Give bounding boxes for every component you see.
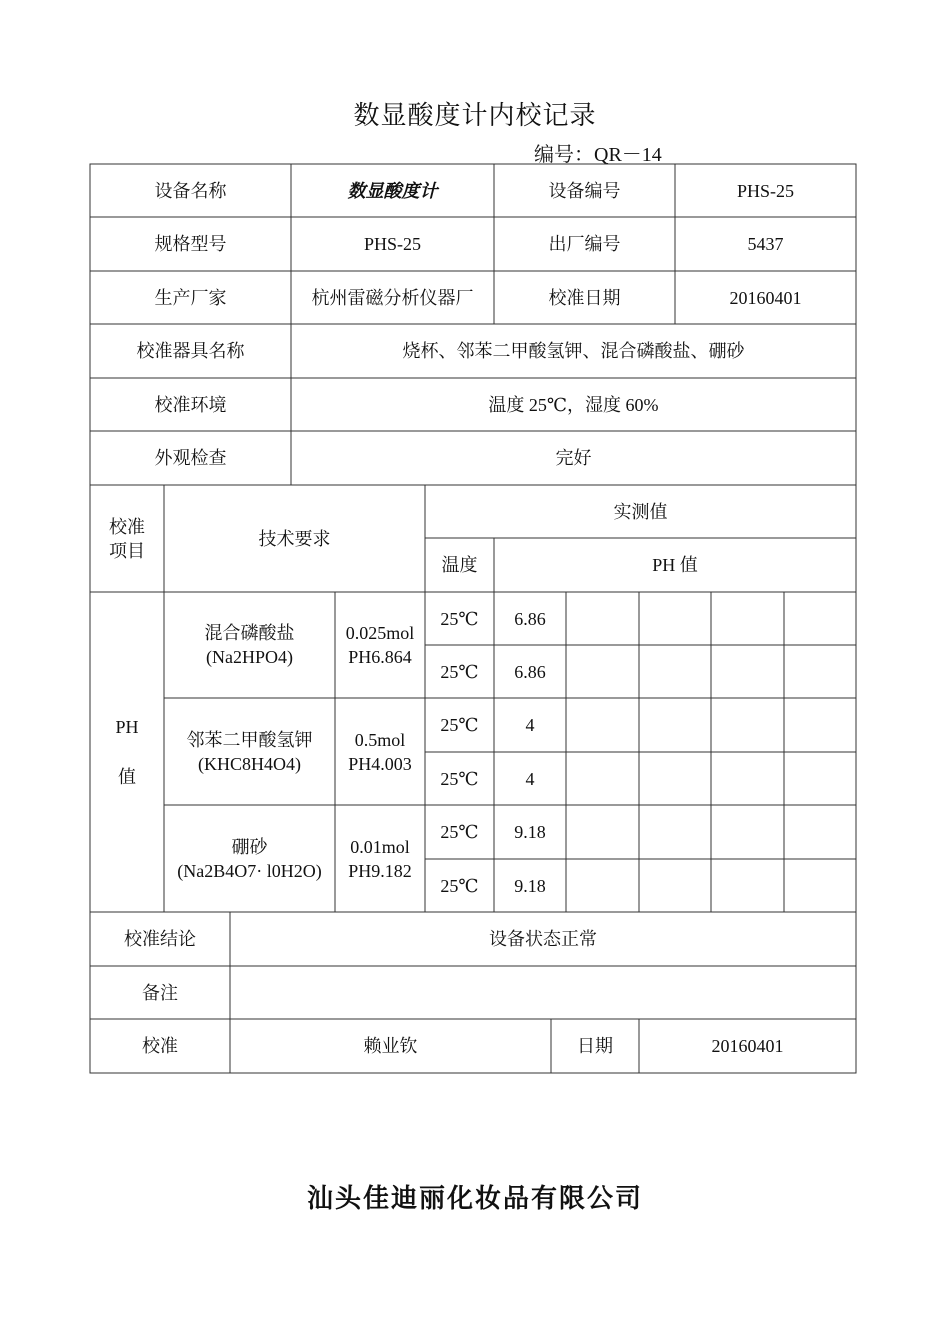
group-name [164, 698, 335, 805]
ph-value-header: PH 值 [652, 555, 698, 575]
group-spec-line1: 0.01mol [350, 836, 410, 857]
cal-date-value: 20160401 [729, 287, 802, 308]
row-temp: 25℃ [440, 822, 479, 842]
group-spec-line2: PH4.003 [348, 753, 412, 774]
date-label: 日期 [577, 1036, 613, 1056]
maker-value: 杭州雷磁分析仪器厂 [311, 287, 474, 308]
conclusion-label: 校准结论 [124, 929, 196, 949]
ph-side-label-line1: PH [115, 717, 139, 737]
company-name: 汕头佳迪丽化妆品有限公司 [306, 1184, 643, 1214]
remark-label: 备注 [142, 982, 178, 1003]
device-name-label: 设备名称 [154, 180, 227, 201]
ph-side-label-line2: 值 [118, 767, 136, 787]
group-spec [335, 805, 425, 912]
group-spec-line2: PH9.182 [348, 860, 412, 881]
group-spec [335, 592, 425, 698]
calibrator-value: 赖业钦 [363, 1036, 418, 1056]
group-name-line1: 邻苯二甲酸氢钾 [186, 729, 313, 750]
row-ph-value: 4 [525, 768, 535, 789]
group-name-line2: (Na2HPO4) [206, 647, 293, 667]
group-name-line2: (Na2B4O7· l0H2O) [177, 860, 322, 881]
group-name-line1: 混合磷酸盐 [204, 623, 295, 643]
env-value: 温度 25℃，湿度 60% [488, 394, 659, 415]
group-spec-line1: 0.025mol [345, 623, 415, 643]
row-ph-value: 9.18 [514, 822, 546, 842]
serial-value: 5437 [747, 234, 784, 254]
device-no-label: 设备编号 [548, 180, 621, 201]
row-temp: 25℃ [440, 715, 479, 735]
group-name [164, 592, 335, 698]
measured-header: 实测值 [613, 501, 668, 522]
conclusion-value: 设备状态正常 [489, 929, 597, 949]
maker-label: 生产厂家 [154, 287, 227, 308]
tech-req-header: 技术要求 [258, 528, 331, 549]
document-number: 编号：QR－14 [534, 144, 662, 166]
group-spec-line2: PH6.864 [348, 647, 412, 667]
appearance-value: 完好 [555, 448, 592, 468]
remark-value [230, 966, 856, 1019]
device-no-value: PHS-25 [736, 180, 794, 201]
temp-header: 温度 [441, 555, 478, 575]
ph-side-label [90, 592, 164, 912]
group-spec-line1: 0.5mol [354, 729, 406, 750]
row-temp: 25℃ [440, 875, 479, 896]
tools-value: 烧杯、邻苯二甲酸氢钾、混合磷酸盐、硼砂 [402, 341, 745, 361]
date-value: 20160401 [711, 1036, 784, 1056]
model-value: PHS-25 [363, 234, 421, 254]
page-title: 数显酸度计内校记录 [353, 101, 597, 131]
row-ph-value: 4 [525, 715, 535, 735]
serial-label: 出厂编号 [548, 234, 621, 254]
group-name-line2: (KHC8H4O4) [198, 753, 301, 774]
row-temp: 25℃ [440, 608, 479, 629]
row-ph-value: 6.86 [514, 608, 546, 629]
item-header [90, 485, 164, 592]
calibrator-label: 校准 [142, 1036, 178, 1056]
model-label: 规格型号 [154, 234, 227, 254]
appearance-label: 外观检查 [154, 448, 227, 468]
tools-label: 校准器具名称 [136, 341, 245, 361]
item-header-line2: 项目 [109, 540, 145, 561]
row-ph-value: 9.18 [514, 875, 546, 896]
row-temp: 25℃ [440, 661, 479, 682]
group-name [164, 805, 335, 912]
item-header-line1: 校准 [109, 516, 145, 537]
env-label: 校准环境 [154, 394, 227, 415]
row-ph-value: 6.86 [514, 661, 546, 682]
cal-date-label: 校准日期 [548, 287, 621, 308]
group-spec [335, 698, 425, 805]
row-temp: 25℃ [440, 768, 479, 789]
device-name-value: 数显酸度计 [347, 180, 438, 201]
group-name-line1: 硼砂 [231, 836, 268, 857]
